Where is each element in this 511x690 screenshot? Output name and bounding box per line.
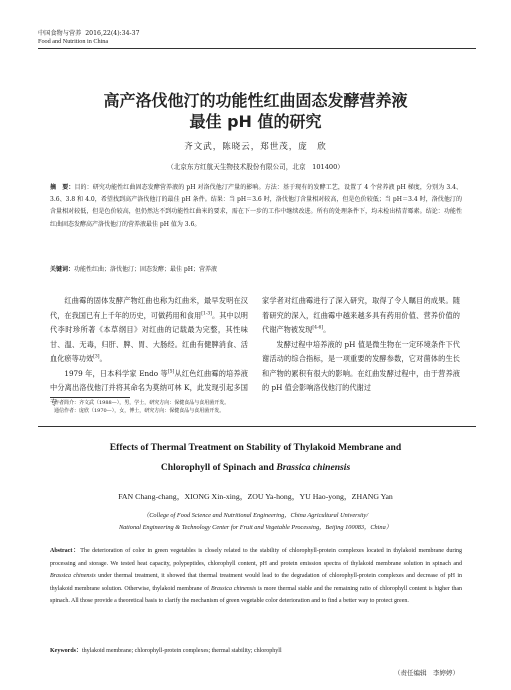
responsible-editor: （责任编辑 李婷婷） [394,669,459,677]
footnote-rule [50,397,130,398]
affiliation-cn: （北京东方红航天生物技术股份有限公司，北京 101400） [167,163,344,171]
title-en-line2: Chlorophyll of Spinach and Brassica chinensis [160,462,351,473]
keywords-en-text: thylakoid membrane; chlorophyll-protein complexes; thermal stability; chlorophyll [82,648,282,654]
authors-cn: 齐文武，陈晓云，郑世茂，庞 欣 [184,142,327,152]
keywords-en-label: Keywords： [50,648,82,654]
header-rule [38,48,476,49]
abstract-cn [50,182,462,231]
body-paragraph: 红曲霉的固体发酵产物红曲也称为红曲米，最早发明在汉代，在我国已有上千年的历史，可做药用和食用[1-3]。其中以明代李时珍所著《本草纲目》对红曲的记载最为完整，其性味甘、温、无毒，归肝、脾、胃、大肠经。红曲有健脾消食、活血化瘀等功效[3]。 [50,296,248,363]
journal-name-en: Food and Nutrition in China [38,38,109,45]
abstract-en-label: Abstract： [50,548,81,554]
abstract-cn-label: 摘 要： [50,184,75,191]
footnote-corresponding: 通信作者：庞欣（1970—），女，博士，研究方向：保健食品与食用菌开发。 [54,408,225,414]
journal-name-cn: 中国食物与营养 [38,30,82,37]
body-left-column [50,294,248,410]
footnote-author: 作者简介：齐文武（1988—），男，学士，研究方向：保健食品与食用菌开发。 [54,400,230,406]
abstract-en: Abstract：The deterioration of color in green vegetables is closely related to the stability of chlorophyll-protein complexes located in thylakoid membrane during processing and storage. We tested heat capacity, polypeptides, chlorophyll content, pH and protein emission spectra of thylakoid membrane solution in spinach and Brassica chinensis under thermal treatment, it showed that thermal treatment would lead to the degradation of chlorophyll-protein complexes and decrease of pH in thylakoid membrane solution. Otherwise, thylakoid membrane of Brassica chinensis is more thermal stable and the remaining ratio of chlorophyll content is higher than spinach. All those provide a theoretical basis to clarify the mechanism of green vegetable color deterioration and to find a better way to protect green. [50,548,462,605]
citation: [4-6] [312,325,324,331]
citation: [1-3] [201,311,212,317]
authors-en: FAN Chang-chang，XIONG Xin-xing，ZOU Ya-hong，YU Hao-yong，ZHANG Yan [118,492,393,501]
section-separator [38,426,476,427]
keywords-cn [50,264,462,276]
journal-issue: 2016,22(4):34-37 [85,30,140,37]
body-paragraph: 1979 年，日本科学家 Endo 等[5]从红色红曲霉的培养液中分离出洛伐他汀并将其命名为莫纳可林 K，此发现引起多国专 [50,368,248,407]
title-cn-line2: 最佳 pH 值的研究 [189,112,322,131]
affiliation-en-line2: National Engineering & Technology Center for Fruit and Vegetable Processing，Beijing 100083，China） [118,524,393,531]
citation: [3] [93,354,100,360]
abstract-cn-text: 目的：研究功能性红曲固态发酵营养液的 pH 对洛伐他汀产量的影响。方法：基于现有的发酵工艺，设置了 4 个营养液 pH 梯度，分别为 3.4、3.6、3.8 和 4.0，希望找到高产洛伐他汀的最佳 pH 条件。结果：当 pH＝3.6 时，洛伐他汀含量相对较高，但是色价较低；当 pH＝3.4 时，洛伐他汀的含量相对较低，但是色价较高，但仍然达不到功能性红曲米的要求，需在下一步的工作中继续改进。所有的处理条件下，均未检出桔青霉素。结论：功能性红曲固态发酵高产洛伐他汀的营养液最佳 pH 值为 3.6。 [50,184,462,228]
keywords-cn-text: 功能性红曲；洛伐他汀；固态发酵；最佳 pH；营养液 [74,266,217,273]
keywords-en [50,645,462,658]
body-paragraph: 发酵过程中培养液的 pH 值是微生物在一定环境条件下代谢活动的综合指标，是一项重要的发酵参数，它对菌体的生长和产物的累积有很大的影响。在红曲发酵过程中，由于营养液的 pH 值会影响洛伐他汀的代谢过 [262,339,460,392]
journal-header [38,30,140,46]
body-right-column [262,294,460,396]
affiliation-en-line1: （College of Food Science and Nutritional Engineering，China Agricultural University/ [142,512,369,519]
title-en-line1: Effects of Thermal Treatment on Stability of Thylakoid Membrane and [109,442,402,453]
footnotes [54,399,454,415]
keywords-cn-label: 关键词： [50,266,75,273]
citation: [5] [167,369,175,375]
body-paragraph: 家学者对红曲霉进行了深入研究，取得了令人瞩目的成果。随着研究的深入，红曲霉中越来越多具有药用价值、营养价值的代谢产物被发现[4-6]。 [262,296,460,334]
title-cn-line1: 高产洛伐他汀的功能性红曲固态发酵营养液 [103,91,408,110]
